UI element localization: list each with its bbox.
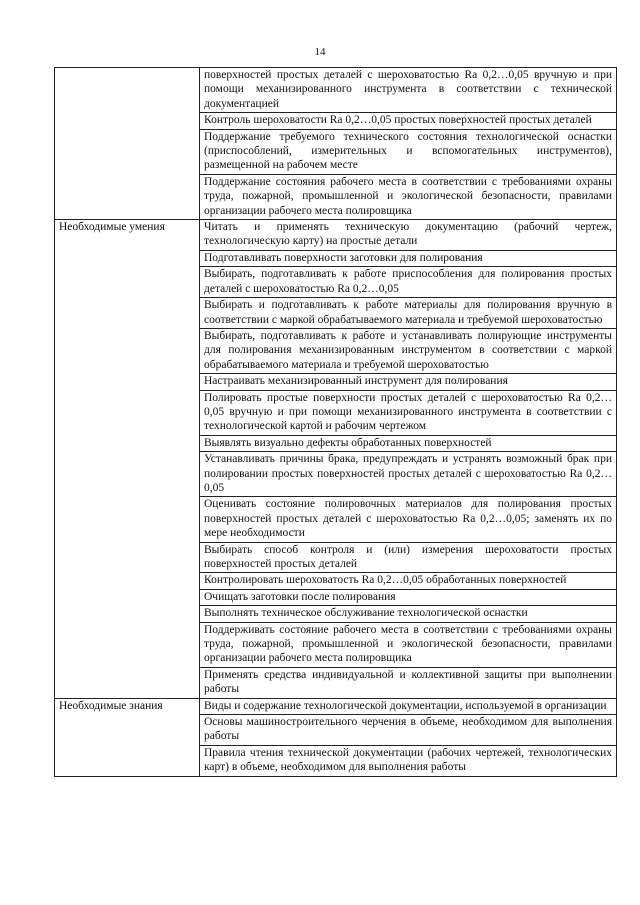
requirement-cell: Виды и содержание технологической документации, используемой в организации	[200, 698, 617, 714]
section-label: Необходимые знания	[55, 698, 200, 776]
section-label	[55, 68, 200, 220]
requirement-cell: Выбирать способ контроля и (или) измерения шероховатости простых поверхностей простых деталей	[200, 542, 617, 573]
requirement-cell: Читать и применять техническую документацию (рабочий чертеж, технологическую карту) на простые детали	[200, 220, 617, 251]
page-number: 14	[314, 46, 326, 58]
requirement-cell: Контролировать шероховатость Ra 0,2…0,05 обработанных поверхностей	[200, 573, 617, 589]
requirement-cell: Выбирать и подготавливать к работе материалы для полирования вручную в соответствии с маркой обрабатываемого материала и требуемой шероховатостью	[200, 298, 617, 329]
table-row	[55, 68, 617, 113]
requirements-table	[54, 67, 617, 777]
requirement-cell: Поддерживать состояние рабочего места в соответствии с требованиями охраны труда, пожарной, промышленной и экологической безопасности, правилами организации рабочего места полировщика	[200, 622, 617, 667]
table-row	[55, 220, 617, 251]
requirement-cell: Очищать заготовки после полирования	[200, 589, 617, 605]
requirement-cell: Настраивать механизированный инструмент для полирования	[200, 374, 617, 390]
requirement-cell: Подготавливать поверхности заготовки для полирования	[200, 250, 617, 266]
table-row	[55, 698, 617, 714]
requirement-cell: Оценивать состояние полировочных материалов для полирования простых поверхностей простых деталей с шероховатостью Ra 0,2…0,05; заменять их по мере необходимости	[200, 497, 617, 542]
requirement-cell: Полировать простые поверхности простых деталей с шероховатостью Ra 0,2…0,05 вручную и при помощи механизированного инструмента в соответствии с технологической картой и рабочим чертежом	[200, 390, 617, 435]
requirement-cell: Основы машиностроительного черчения в объеме, необходимом для выполнения работы	[200, 715, 617, 746]
requirement-cell: Применять средства индивидуальной и коллективной защиты при выполнении работы	[200, 667, 617, 698]
requirement-cell: Правила чтения технической документации (рабочих чертежей, технологических карт) в объеме, необходимом для выполнения работы	[200, 745, 617, 776]
requirement-cell: Выявлять визуально дефекты обработанных поверхностей	[200, 435, 617, 451]
requirement-cell: Контроль шероховатости Ra 0,2…0,05 простых поверхностей простых деталей	[200, 113, 617, 129]
requirement-cell: Поддержание требуемого технического состояния технологической оснастки (приспособлений, измерительных и вспомогательных инструментов), размещенной на рабочем месте	[200, 129, 617, 174]
requirement-cell: Поддержание состояния рабочего места в соответствии с требованиями охраны труда, пожарной, промышленной и экологической безопасности, правилами организации рабочего места полировщика	[200, 174, 617, 219]
requirement-cell: Устанавливать причины брака, предупреждать и устранять возможный брак при полировании простых поверхностей простых деталей с шероховатостью Ra 0,2…0,05	[200, 452, 617, 497]
requirement-cell: Выбирать, подготавливать к работе и устанавливать полирующие инструменты для полирования механизированным инструментом в соответствии с маркой обрабатываемого материала и требуемой шероховатостью	[200, 328, 617, 373]
section-label: Необходимые умения	[55, 220, 200, 699]
requirement-cell: поверхностей простых деталей с шероховатостью Ra 0,2…0,05 вручную и при помощи механизированного инструмента в соответствии с технической документацией	[200, 68, 617, 113]
requirement-cell: Выбирать, подготавливать к работе приспособления для полирования простых деталей с шероховатостью Ra 0,2…0,05	[200, 267, 617, 298]
requirement-cell: Выполнять техническое обслуживание технологической оснастки	[200, 606, 617, 622]
